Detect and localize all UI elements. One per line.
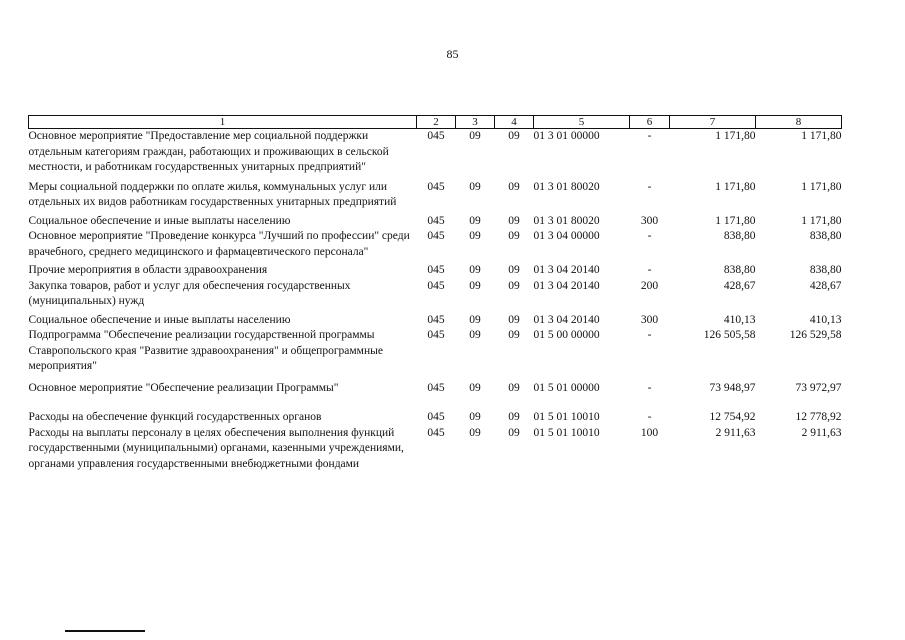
row-subsection: 09 [508,264,520,276]
row-amount-1: 838,80 [723,230,756,242]
row-expense-type: 100 [640,426,659,439]
header-col-8: 8 [756,116,842,129]
row-target-article: 01 5 00 00000 [533,329,600,341]
row-subsection: 09 [508,411,520,423]
row-amount-1: 428,67 [723,279,756,292]
row-name: Основное мероприятие "Проведение конкурса "Лучший по профессии" среди врачебного, среднего медицинского и фармацевтического персонала" [28,230,410,258]
row-expense-type: - [647,329,652,341]
row-target-article: 01 3 04 20140 [533,313,600,326]
row-expense-type: - [647,264,652,276]
row-amount-1: 12 754,92 [709,411,756,423]
table-row [29,375,842,397]
row-ministry-code: 045 [427,264,445,276]
row-section: 09 [469,214,481,227]
table-row [29,229,842,260]
row-section: 09 [469,411,481,423]
row-section: 09 [469,264,481,276]
row-amount-2: 428,67 [809,279,842,292]
table-row [29,410,842,426]
row-name: Закупка товаров, работ и услуг для обеспечения государственных (муниципальных) нужд [28,279,351,307]
row-expense-type: - [647,230,652,242]
page-number: 85 [446,47,459,61]
row-target-article: 01 3 04 20140 [533,279,600,292]
row-name: Подпрограмма "Обеспечение реализации государственной программы Ставропольского края "Развитие здравоохранения" и общепрограммные мероприятия" [28,329,383,372]
header-col-5: 5 [534,116,630,129]
table-row [29,310,842,329]
row-amount-1: 2 911,63 [715,426,756,439]
table-row [29,426,842,473]
row-amount-2: 1 171,80 [801,214,842,227]
row-name: Основное мероприятие "Предоставление мер социальной поддержки отдельным категориям граждан, работающих и проживающих в сельской местности, и работникам государственных унитарных предприятий" [28,130,389,173]
row-ministry-code: 045 [427,426,445,439]
row-section: 09 [469,426,481,439]
header-col-7: 7 [670,116,756,129]
header-col-3: 3 [456,116,495,129]
row-amount-2: 410,13 [809,313,842,326]
row-subsection: 09 [508,180,520,193]
row-section: 09 [469,329,481,341]
row-amount-2: 73 972,97 [795,381,842,394]
header-row [29,116,842,129]
header-col-2: 2 [417,116,456,129]
row-amount-1: 410,13 [723,313,756,326]
row-target-article: 01 5 01 00000 [533,381,600,394]
row-name: Социальное обеспечение и иные выплаты населению [28,214,291,227]
row-subsection: 09 [508,329,520,341]
header-col-1: 1 [29,116,417,129]
row-subsection: 09 [508,230,520,242]
row-section: 09 [469,180,481,193]
table-row [29,129,842,176]
row-section: 09 [469,130,481,142]
row-target-article: 01 5 01 10010 [533,411,600,423]
row-target-article: 01 3 04 20140 [533,264,600,276]
row-amount-1: 126 505,58 [703,329,756,341]
row-subsection: 09 [508,130,520,142]
row-amount-1: 1 171,80 [715,130,756,142]
row-amount-1: 1 171,80 [715,214,756,227]
row-target-article: 01 3 01 00000 [533,130,600,142]
row-amount-2: 838,80 [809,230,842,242]
row-target-article: 01 3 04 00000 [533,230,600,242]
table-row-spacer [29,396,842,410]
row-name: Прочие мероприятия в области здравоохранения [28,264,268,276]
row-ministry-code: 045 [427,329,445,341]
table-row [29,211,842,230]
header-col-6: 6 [630,116,670,129]
row-target-article: 01 3 01 80020 [533,180,600,193]
row-ministry-code: 045 [427,411,445,423]
row-name: Расходы на выплаты персоналу в целях обеспечения выполнения функций государственными (муниципальными) органами, казенными учреждениями, органами управления государственными внебюджетными фондами [28,426,404,470]
row-expense-type: - [647,411,652,423]
row-ministry-code: 045 [427,313,445,326]
row-subsection: 09 [508,214,520,227]
row-section: 09 [469,279,481,292]
row-section: 09 [469,313,481,326]
row-section: 09 [469,230,481,242]
row-ministry-code: 045 [427,230,445,242]
row-subsection: 09 [508,426,520,439]
row-ministry-code: 045 [427,214,445,227]
row-expense-type: 200 [640,279,659,292]
row-amount-2: 838,80 [809,264,842,276]
row-ministry-code: 045 [427,180,445,193]
row-amount-2: 2 911,63 [801,426,842,439]
row-expense-type: - [647,180,652,193]
row-name: Основное мероприятие "Обеспечение реализации Программы" [28,381,339,394]
table-row [29,279,842,310]
row-expense-type: 300 [640,313,659,326]
table-row [29,260,842,279]
row-amount-1: 73 948,97 [709,381,756,394]
budget-table [28,115,842,472]
row-ministry-code: 045 [427,279,445,292]
row-amount-1: 1 171,80 [715,180,756,193]
row-amount-2: 1 171,80 [801,130,842,142]
row-subsection: 09 [508,381,520,394]
row-subsection: 09 [508,313,520,326]
row-ministry-code: 045 [427,381,445,394]
header-col-4: 4 [495,116,534,129]
row-expense-type: - [647,130,652,142]
row-expense-type: 300 [640,214,659,227]
table-row [29,328,842,375]
row-name: Расходы на обеспечение функций государственных органов [28,411,322,423]
row-ministry-code: 045 [427,130,445,142]
row-amount-1: 838,80 [723,264,756,276]
row-amount-2: 12 778,92 [795,411,842,423]
row-subsection: 09 [508,279,520,292]
row-target-article: 01 5 01 10010 [533,426,600,439]
row-amount-2: 1 171,80 [801,180,842,193]
row-name: Меры социальной поддержки по оплате жилья, коммунальных услуг или отдельных их видов работникам государственных унитарных предприятий [28,180,397,208]
row-expense-type: - [647,381,652,394]
table-row [29,176,842,211]
row-target-article: 01 3 01 80020 [533,214,600,227]
row-amount-2: 126 529,58 [789,329,842,341]
row-name: Социальное обеспечение и иные выплаты населению [28,313,291,326]
footer-rule [65,630,145,632]
row-section: 09 [469,381,481,394]
